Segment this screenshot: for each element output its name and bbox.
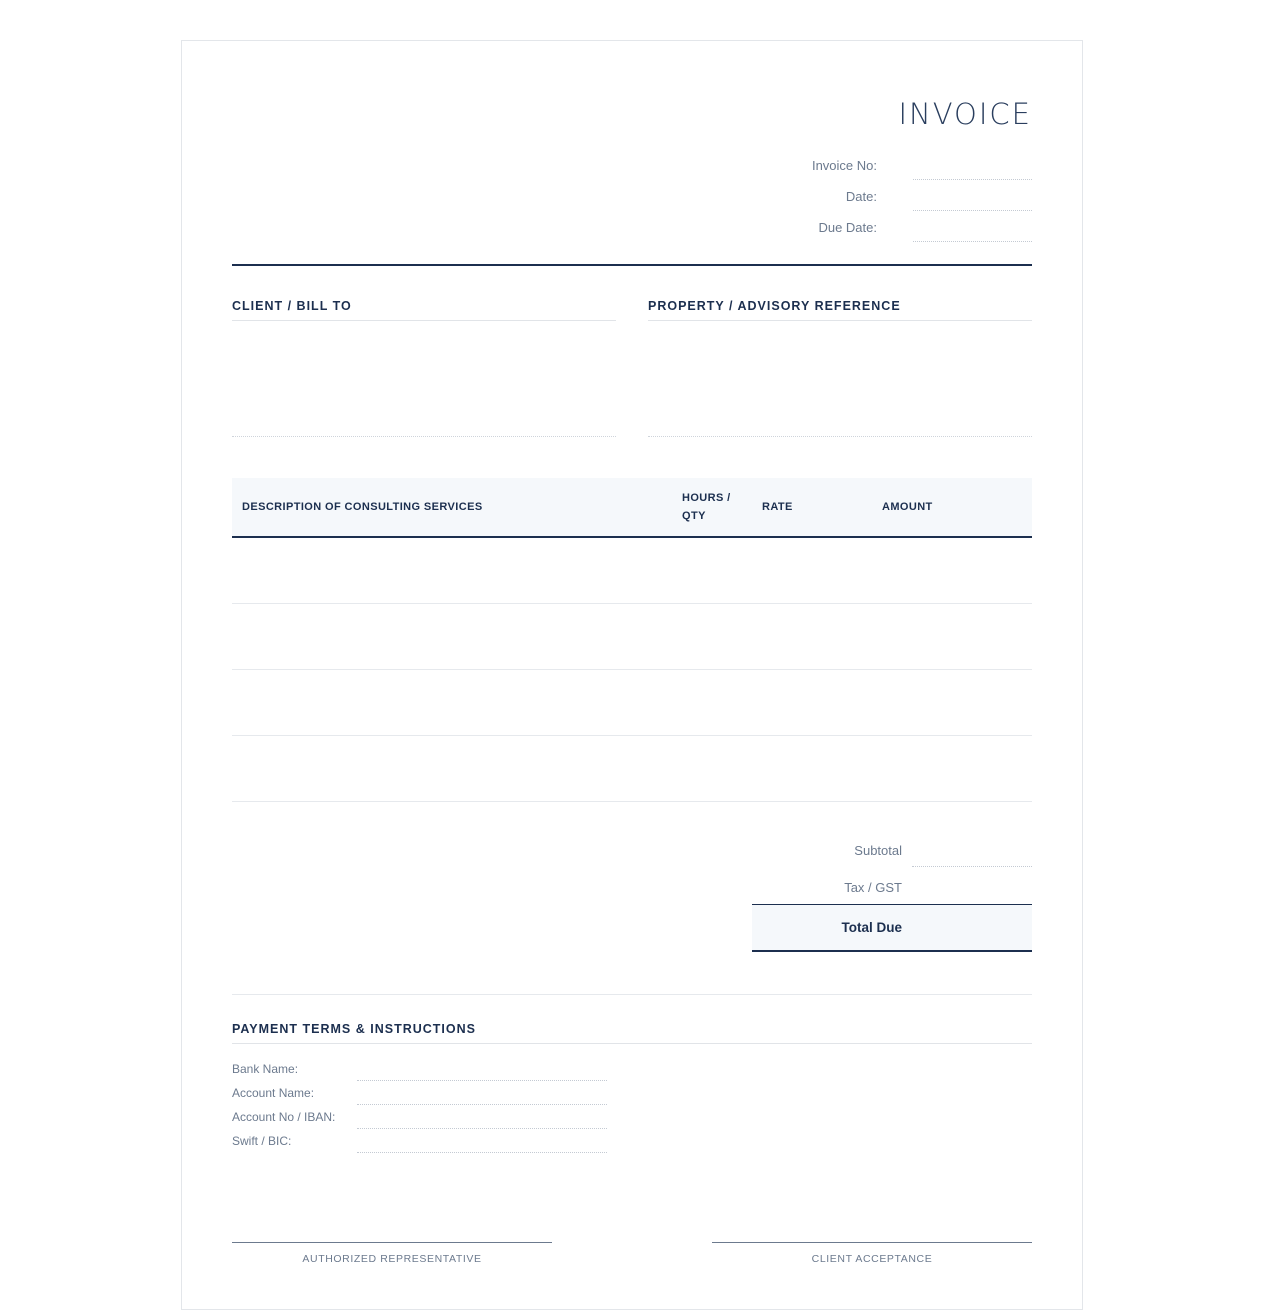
header-divider — [232, 264, 1032, 266]
authorized-signature — [232, 1242, 552, 1265]
column-qty — [672, 489, 752, 525]
due-date-row — [732, 211, 1032, 242]
bank-name-row — [232, 1057, 1032, 1081]
table-row[interactable] — [232, 604, 1032, 670]
tax-row — [752, 867, 1032, 904]
column-qty-line2: QTY — [682, 510, 706, 522]
reference-heading: PROPERTY / ADVISORY REFERENCE — [648, 299, 1032, 321]
invoice-date-row — [732, 180, 1032, 211]
client-signature — [712, 1242, 1032, 1265]
invoice-title: INVOICE — [898, 97, 1032, 131]
authorized-signature-label: AUTHORIZED REPRESENTATIVE — [302, 1253, 482, 1265]
totals-block — [752, 830, 1032, 952]
invoice-number-row — [732, 149, 1032, 180]
invoice-page — [181, 40, 1083, 1310]
column-description: DESCRIPTION OF CONSULTING SERVICES — [242, 501, 483, 513]
reference-field[interactable] — [648, 321, 1032, 437]
swift-label: Swift / BIC: — [232, 1134, 292, 1148]
bank-name-field[interactable] — [357, 1061, 607, 1081]
table-row[interactable] — [232, 670, 1032, 736]
account-number-label: Account No / IBAN: — [232, 1110, 336, 1124]
tax-label: Tax / GST — [844, 880, 902, 895]
client-signature-line[interactable] — [712, 1242, 1032, 1243]
tax-field[interactable] — [912, 867, 1032, 904]
total-due-label: Total Due — [841, 920, 902, 935]
account-name-field[interactable] — [357, 1085, 607, 1105]
account-number-row — [232, 1105, 1032, 1129]
invoice-meta — [732, 149, 1032, 242]
table-row[interactable] — [232, 538, 1032, 604]
client-signature-label: CLIENT ACCEPTANCE — [811, 1253, 933, 1265]
table-row[interactable] — [232, 736, 1032, 802]
column-qty-line1: HOURS / — [682, 492, 731, 504]
invoice-date-label: Date: — [845, 189, 877, 204]
swift-row — [232, 1129, 1032, 1153]
totals-divider — [232, 994, 1032, 995]
payment-heading: PAYMENT TERMS & INSTRUCTIONS — [232, 1022, 1032, 1044]
subtotal-field[interactable] — [912, 830, 1032, 867]
payment-fields — [232, 1057, 1032, 1153]
account-name-label: Account Name: — [232, 1086, 315, 1100]
due-date-field[interactable] — [913, 218, 1032, 242]
account-number-field[interactable] — [357, 1109, 607, 1129]
due-date-label: Due Date: — [818, 220, 877, 235]
column-rate: RATE — [762, 501, 793, 513]
line-items-header — [232, 478, 1032, 538]
swift-field[interactable] — [357, 1133, 607, 1153]
invoice-number-label: Invoice No: — [811, 158, 877, 173]
invoice-number-field[interactable] — [913, 156, 1032, 180]
client-section — [232, 299, 616, 437]
reference-section — [648, 299, 1032, 437]
payment-section — [232, 1022, 1032, 1153]
subtotal-label: Subtotal — [854, 843, 902, 858]
account-name-row — [232, 1081, 1032, 1105]
invoice-date-field[interactable] — [913, 187, 1032, 211]
total-due-row — [752, 904, 1032, 952]
column-amount: AMOUNT — [882, 501, 933, 513]
subtotal-row — [752, 830, 1032, 867]
bank-name-label: Bank Name: — [232, 1062, 299, 1076]
authorized-signature-line[interactable] — [232, 1242, 552, 1243]
line-items-table — [232, 478, 1032, 802]
client-heading: CLIENT / BILL TO — [232, 299, 616, 321]
client-field[interactable] — [232, 321, 616, 437]
